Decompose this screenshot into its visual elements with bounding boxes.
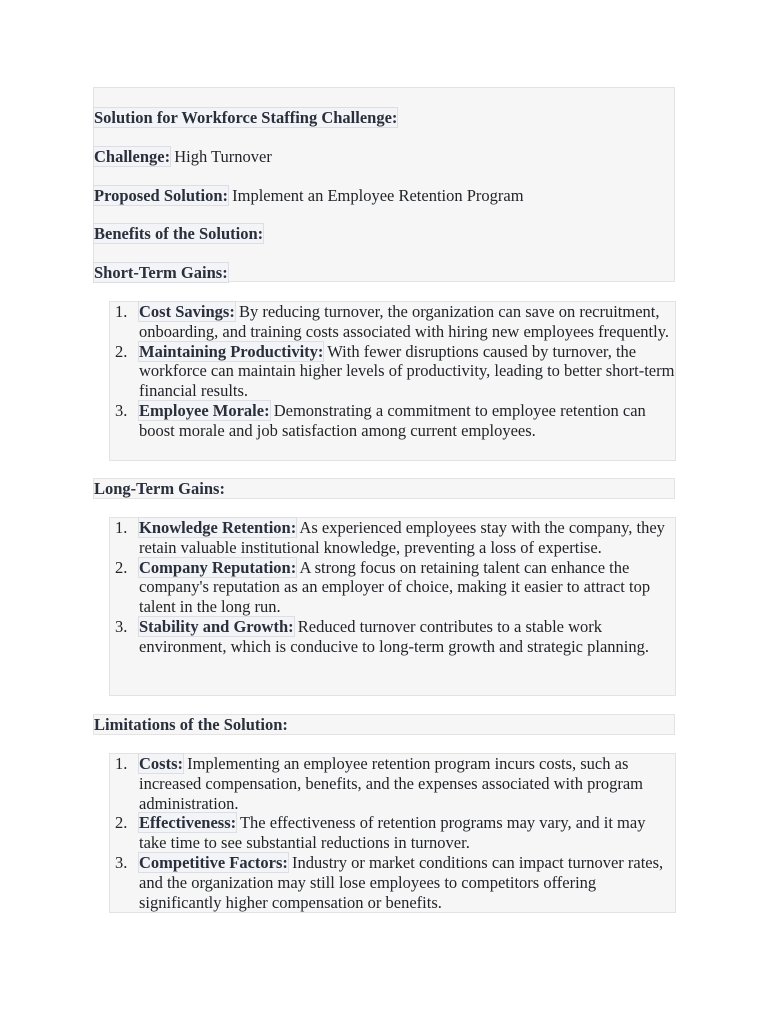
- list-text: As experienced employees stay with the company, they retain valuable institutional knowledge, preventing a loss of expertise.: [139, 518, 665, 557]
- short-term-list: [109, 301, 676, 461]
- summary-section: [93, 87, 675, 282]
- list-number: 2.: [115, 557, 128, 577]
- long-term-heading-bar: [93, 478, 675, 499]
- list-number: 2.: [115, 341, 128, 361]
- challenge-value: High Turnover: [174, 147, 272, 166]
- list-term: Knowledge Retention:: [139, 518, 297, 537]
- benefits-heading-line: [94, 224, 263, 244]
- list-item: [110, 558, 675, 617]
- list-number: 1.: [115, 754, 128, 773]
- list-number: 1.: [115, 518, 128, 537]
- list-text: Demonstrating a commitment to employee retention can boost morale and job satisfaction among current employees.: [139, 400, 646, 440]
- short-term-heading-line: [94, 263, 228, 283]
- challenge-line: [94, 147, 272, 167]
- list-item: [110, 813, 675, 853]
- list-text: With fewer disruptions caused by turnover, the workforce can maintain higher levels of productivity, leading to better short-term financial results.: [139, 341, 675, 401]
- proposed-solution-value: Implement an Employee Retention Program: [232, 186, 524, 205]
- list-text: By reducing turnover, the organization can save on recruitment, onboarding, and training costs associated with hiring new employees frequently.: [139, 302, 670, 341]
- limitations-heading: Limitations of the Solution:: [94, 715, 288, 734]
- list-term: Cost Savings:: [139, 302, 235, 321]
- list-item: [110, 754, 675, 813]
- list-number: 3.: [115, 400, 128, 420]
- list-text: A strong focus on retaining talent can enhance the company's reputation as an employer of choice, making it easier to attract top talent in the long run.: [139, 557, 651, 617]
- list-term: Stability and Growth:: [139, 616, 294, 636]
- list-item: [110, 518, 675, 558]
- list-term: Competitive Factors:: [139, 852, 288, 872]
- long-term-list: [109, 517, 676, 696]
- list-text: Implementing an employee retention program incurs costs, such as increased compensation, benefits, and the expenses associated with program administration.: [139, 754, 643, 813]
- limitations-heading-bar: [93, 714, 675, 735]
- list-item: [110, 853, 675, 912]
- list-term: Effectiveness:: [139, 813, 237, 833]
- short-term-heading: Short-Term Gains:: [94, 263, 228, 282]
- list-number: 3.: [115, 616, 128, 636]
- document-title-line: [94, 108, 397, 128]
- document-title: Solution for Workforce Staffing Challenge:: [94, 108, 398, 127]
- list-text: The effectiveness of retention programs may vary, and it may take time to see substantial reductions in turnover.: [139, 813, 646, 853]
- list-text: Industry or market conditions can impact turnover rates, and the organization may still lose employees to competitors offering significantly higher compensation or benefits.: [139, 852, 664, 912]
- challenge-label: Challenge:: [94, 147, 171, 166]
- list-item: [110, 342, 675, 401]
- list-term: Employee Morale:: [139, 400, 270, 420]
- list-term: Costs:: [139, 754, 183, 773]
- proposed-solution-label: Proposed Solution:: [94, 186, 229, 205]
- long-term-heading: Long-Term Gains:: [94, 479, 225, 498]
- list-item: [110, 302, 675, 342]
- list-item: [110, 401, 675, 441]
- list-number: 1.: [115, 302, 128, 321]
- list-term: Company Reputation:: [139, 557, 297, 577]
- list-number: 2.: [115, 813, 128, 833]
- proposed-solution-line: [94, 186, 524, 206]
- benefits-heading: Benefits of the Solution:: [94, 224, 264, 243]
- limitations-list: [109, 753, 676, 913]
- list-term: Maintaining Productivity:: [139, 341, 324, 361]
- list-number: 3.: [115, 852, 128, 872]
- list-text: Reduced turnover contributes to a stable work environment, which is conducive to long-term growth and strategic planning.: [139, 616, 650, 656]
- list-item: [110, 617, 675, 657]
